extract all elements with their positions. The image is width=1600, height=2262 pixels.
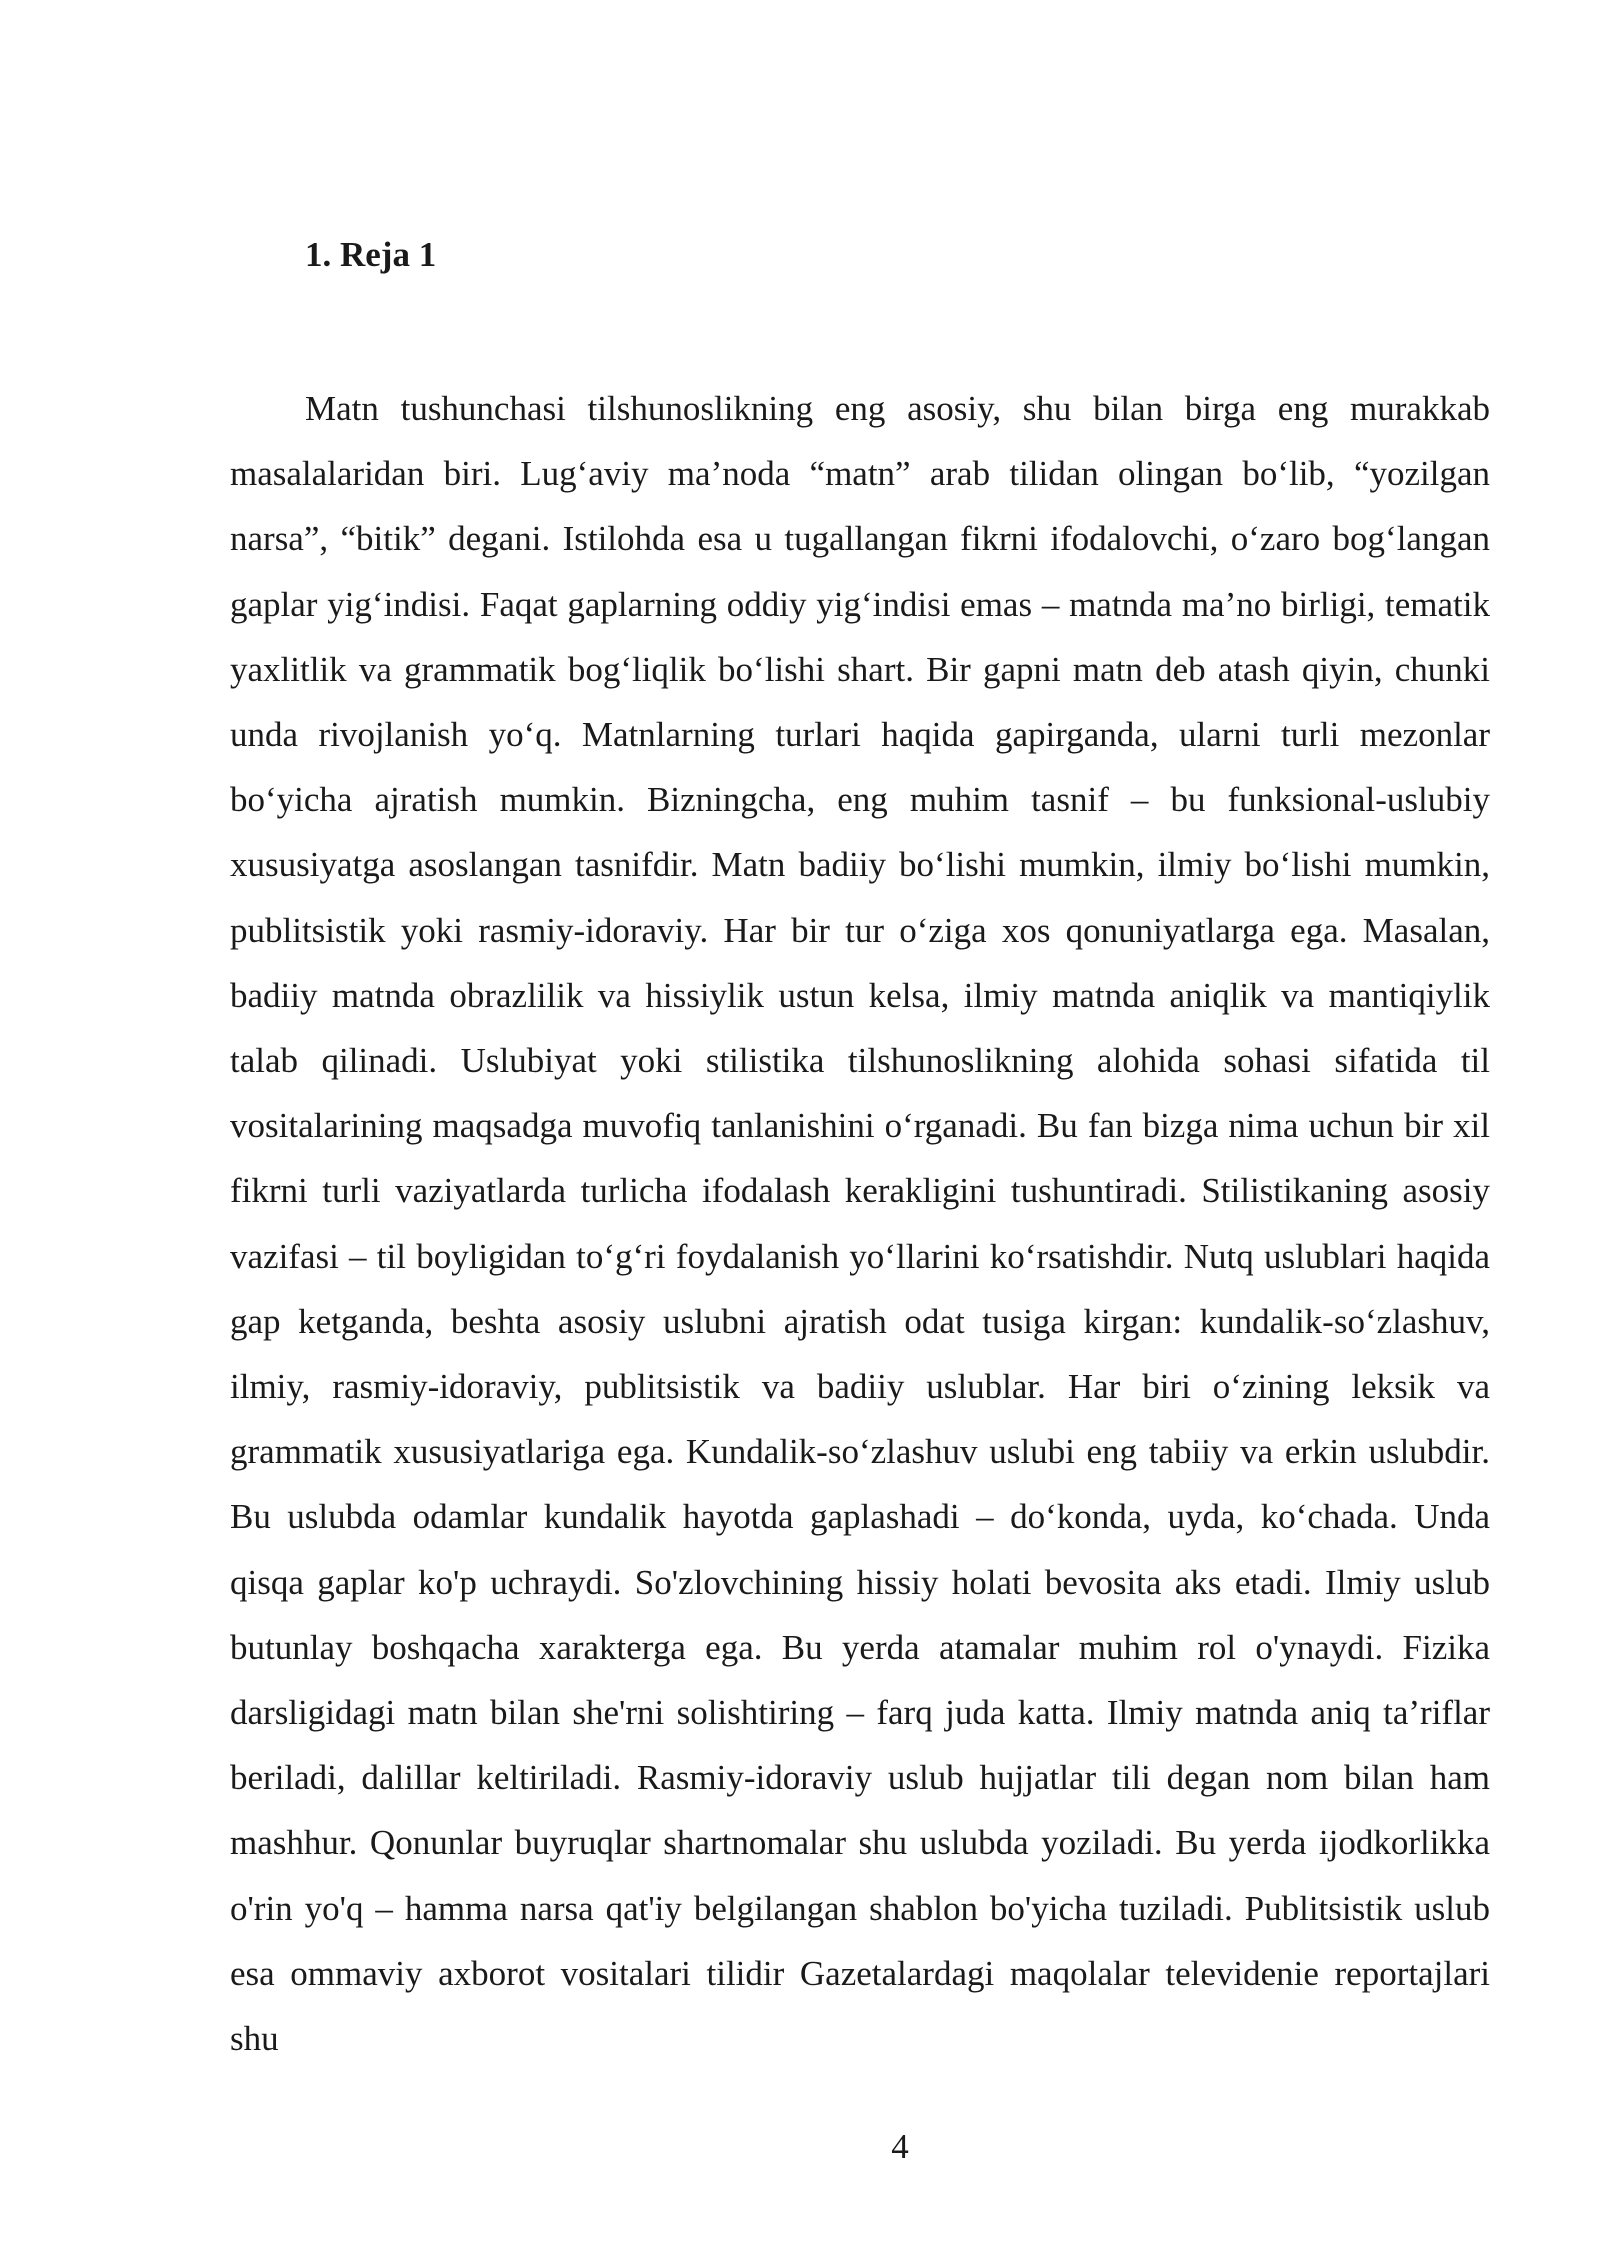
section-heading: 1. Reja 1 [305,235,437,274]
page-number: 4 [891,2127,909,2166]
body-paragraph: Matn tushunchasi tilshunoslikning eng asosiy, shu bilan birga eng murakkab masalalaridan biri. Lug‘aviy ma’noda “matn” arab tilidan olingan bo‘lib, “yozilgan narsa”, “bitik” degani. Istilohda esa u tugallangan fikrni ifodalovchi, o‘zaro bog‘langan gaplar yig‘indisi. Faqat gaplarning oddiy yig‘indisi emas – matnda ma’no birligi, tematik yaxlitlik va grammatik bog‘liqlik bo‘lishi shart. Bir gapni matn deb atash qiyin, chunki unda rivojlanish yo‘q. Matnlarning turlari haqida gapirganda, ularni turli mezonlar bo‘yicha ajratish mumkin. Bizningcha, eng muhim tasnif – bu funksional-uslubiy xususiyatga asoslangan tasnifdir. Matn badiiy bo‘lishi mumkin, ilmiy bo‘lishi mumkin, publitsistik yoki rasmiy-idoraviy. Har bir tur o‘ziga xos qonuniyatlarga ega. Masalan, badiiy matnda obrazlilik va hissiylik ustun kelsa, ilmiy matnda aniqlik va mantiqiylik talab qilinadi. Uslubiyat yoki stilistika tilshunoslikning alohida sohasi sifatida til vositalarining maqsadga muvofiq tanlanishini o‘rganadi. Bu fan bizga nima uchun bir xil fikrni turli vaziyatlarda turlicha ifodalash kerakligini tushuntiradi. Stilistikaning asosiy vazifasi – til boyligidan to‘g‘ri foydalanish yo‘llarini ko‘rsatishdir. Nutq uslublari haqida gap ketganda, beshta asosiy uslubni ajratish odat tusiga kirgan: kundalik-so‘zlashuv, ilmiy, rasmiy-idoraviy, publitsistik va badiiy uslublar. Har biri o‘zining leksik va grammatik xususiyatlariga ega. Kundalik-so‘zlashuv uslubi eng tabiiy va erkin uslubdir. Bu uslubda odamlar kundalik hayotda gaplashadi – do‘konda, uyda, ko‘chada. Unda qisqa gaplar ko'p uchraydi. So'zlovchining hissiy holati bevosita aks etadi. Ilmiy uslub butunlay boshqacha xarakterga ega. Bu yerda atamalar muhim rol o'ynaydi. Fizika darsligidagi matn bilan she'rni solishtiring – farq juda katta. Ilmiy matnda aniq ta’riflar beriladi, dalillar keltiriladi. Rasmiy-idoraviy uslub hujjatlar tili degan nom bilan ham mashhur. Qonunlar buyruqlar shartnomalar shu uslubda yoziladi. Bu yerda ijodkorlikka o'rin yo'q – hamma narsa qat'iy belgilangan shablon bo'yicha tuziladi. Publitsistik uslub esa ommaviy axborot vositalari tilidir Gazetalardagi maqolalar televidenie reportajlari shu [230,389,1490,2059]
